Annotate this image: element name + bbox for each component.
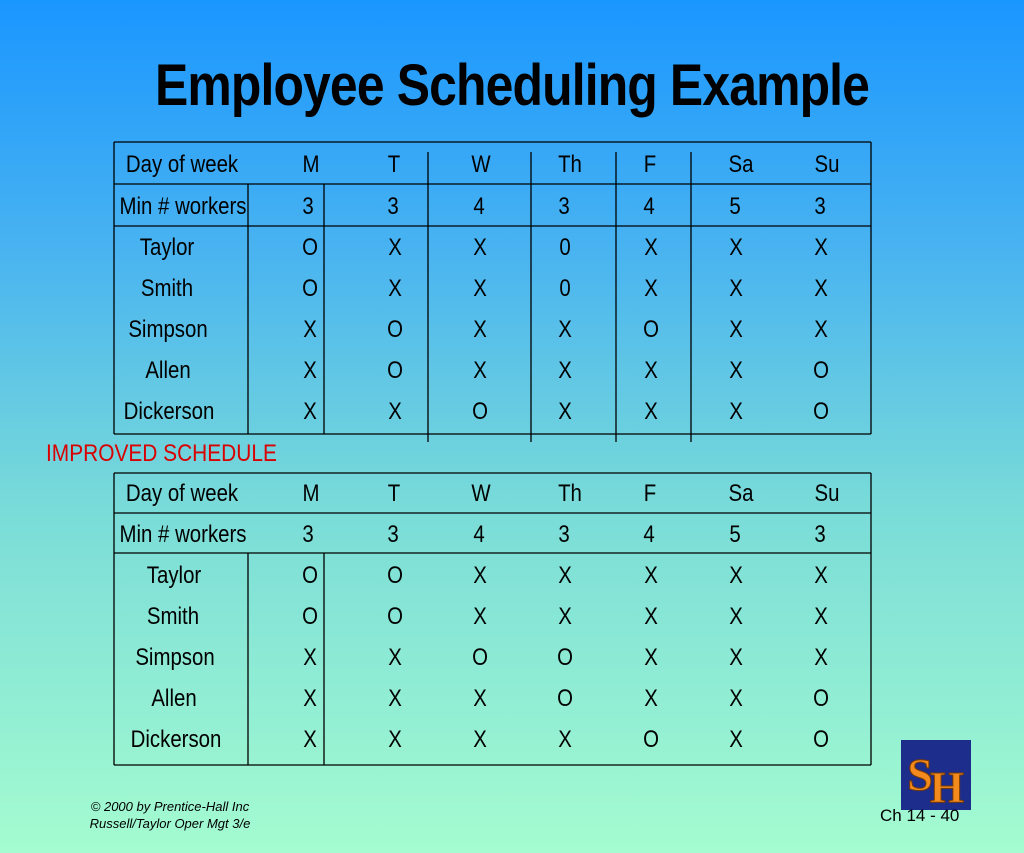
schedule-cell: O	[472, 644, 488, 671]
schedule-cell: X	[388, 685, 402, 712]
schedule-cell: X	[388, 398, 402, 425]
schedule-cell: X	[729, 562, 743, 589]
day-header: Th	[558, 151, 582, 178]
day-header: Su	[814, 151, 840, 178]
schedule-cell: O	[813, 357, 829, 384]
schedule-cell: O	[387, 357, 403, 384]
day-header: Sa	[728, 480, 754, 507]
day-header: M	[302, 151, 320, 178]
schedule-cell: 0	[559, 275, 571, 302]
schedule-cell: X	[814, 275, 828, 302]
schedule-cell: O	[302, 603, 318, 630]
svg-text:H: H	[929, 763, 965, 810]
day-header: Th	[558, 480, 582, 507]
day-header: Su	[814, 480, 840, 507]
employee-name: Smith	[146, 603, 200, 630]
min-workers-value: 4	[643, 193, 655, 220]
slide-number: Ch 14 - 40	[880, 806, 960, 825]
schedule-cell: X	[303, 316, 317, 343]
day-header: T	[387, 151, 401, 178]
schedule-cell: X	[558, 603, 572, 630]
min-workers-value: 3	[814, 193, 826, 220]
schedule-cell: X	[729, 644, 743, 671]
day-header: T	[387, 480, 401, 507]
schedule-cell: X	[473, 603, 487, 630]
sh-logo-icon	[901, 740, 971, 810]
schedule-cell: X	[558, 726, 572, 753]
schedule-cell: X	[473, 234, 487, 261]
schedule-cell: X	[644, 685, 658, 712]
schedule-cell: X	[644, 275, 658, 302]
header-day-of-week: Day of week	[125, 151, 239, 178]
day-header: W	[471, 480, 491, 507]
schedule-cell: X	[729, 398, 743, 425]
schedule-cell: X	[473, 275, 487, 302]
schedule-cell: X	[473, 316, 487, 343]
schedule-cell: O	[813, 685, 829, 712]
footer-copyright	[70, 798, 270, 832]
schedule-cell: X	[473, 562, 487, 589]
copyright-text: © 2000 by Prentice-Hall Inc	[90, 799, 250, 814]
publisher-logo	[901, 740, 971, 810]
schedule-cell: X	[814, 316, 828, 343]
schedule-cell: 0	[559, 234, 571, 261]
schedule-cell: X	[729, 316, 743, 343]
schedule-cell: X	[558, 562, 572, 589]
book-text: Russell/Taylor Oper Mgt 3/e	[89, 816, 251, 831]
schedule-cell: X	[814, 644, 828, 671]
schedule-cell: X	[729, 275, 743, 302]
employee-name: Taylor	[146, 562, 202, 589]
min-workers-label: Min # workers	[119, 521, 247, 548]
schedule-cell: O	[472, 398, 488, 425]
min-workers-value: 5	[729, 521, 741, 548]
header-day-of-week: Day of week	[125, 480, 239, 507]
schedule-cell: X	[388, 275, 402, 302]
schedule-cell: X	[303, 644, 317, 671]
day-header: W	[471, 151, 491, 178]
schedule-cell: X	[303, 726, 317, 753]
schedule-cell: X	[473, 357, 487, 384]
schedule-cell: X	[644, 398, 658, 425]
schedule-cell: X	[729, 357, 743, 384]
schedule-cell: O	[387, 562, 403, 589]
schedule-cell: O	[813, 726, 829, 753]
schedule-cell: O	[387, 603, 403, 630]
min-workers-value: 3	[387, 193, 399, 220]
min-workers-value: 3	[302, 521, 314, 548]
day-header: Sa	[728, 151, 754, 178]
employee-name: Simpson	[135, 644, 215, 671]
min-workers-value: 3	[558, 193, 570, 220]
schedule-cell: X	[644, 562, 658, 589]
schedule-cell: O	[387, 316, 403, 343]
schedule-cell: X	[388, 726, 402, 753]
min-workers-label: Min # workers	[119, 193, 247, 220]
slide-title: Employee Scheduling Example	[154, 53, 870, 118]
schedule-cell: O	[643, 316, 659, 343]
schedule-cell: X	[473, 726, 487, 753]
min-workers-value: 3	[387, 521, 399, 548]
employee-name: Taylor	[139, 234, 195, 261]
schedule-cell: O	[302, 275, 318, 302]
schedule-cell: X	[729, 603, 743, 630]
schedule-cell: X	[814, 603, 828, 630]
schedule-cell: X	[558, 316, 572, 343]
schedule-cell: X	[729, 234, 743, 261]
schedule-cell: X	[303, 398, 317, 425]
day-header: F	[643, 480, 657, 507]
min-workers-value: 3	[814, 521, 826, 548]
svg-text:S: S	[907, 749, 933, 800]
min-workers-value: 4	[473, 193, 485, 220]
employee-name: Dickerson	[123, 398, 215, 425]
employee-name: Allen	[145, 357, 191, 384]
schedule-cell: X	[814, 234, 828, 261]
schedule-cell: X	[558, 398, 572, 425]
schedule-cell: X	[558, 357, 572, 384]
schedule-cell: X	[644, 357, 658, 384]
schedule-cell: X	[388, 644, 402, 671]
employee-name: Dickerson	[130, 726, 222, 753]
schedule-cell: X	[303, 357, 317, 384]
min-workers-value: 4	[473, 521, 485, 548]
schedule-cell: O	[557, 685, 573, 712]
schedule-cell: X	[388, 234, 402, 261]
schedule-cell: O	[302, 234, 318, 261]
schedule-cell: X	[644, 234, 658, 261]
schedule-cell: O	[643, 726, 659, 753]
min-workers-value: 3	[558, 521, 570, 548]
schedule-cell: O	[557, 644, 573, 671]
schedule-cell: X	[814, 562, 828, 589]
day-header: F	[643, 151, 657, 178]
day-header: M	[302, 480, 320, 507]
improved-schedule-label: IMPROVED SCHEDULE	[46, 440, 277, 467]
schedule-cell: X	[644, 644, 658, 671]
schedule-cell: X	[644, 603, 658, 630]
schedule-cell: X	[729, 726, 743, 753]
schedule-cell: O	[302, 562, 318, 589]
schedule-cell: X	[729, 685, 743, 712]
employee-name: Simpson	[128, 316, 208, 343]
schedule-cell: X	[303, 685, 317, 712]
schedule-cell: O	[813, 398, 829, 425]
employee-name: Smith	[140, 275, 194, 302]
employee-name: Allen	[151, 685, 197, 712]
min-workers-value: 5	[729, 193, 741, 220]
schedule-cell: X	[473, 685, 487, 712]
min-workers-value: 4	[643, 521, 655, 548]
min-workers-value: 3	[302, 193, 314, 220]
